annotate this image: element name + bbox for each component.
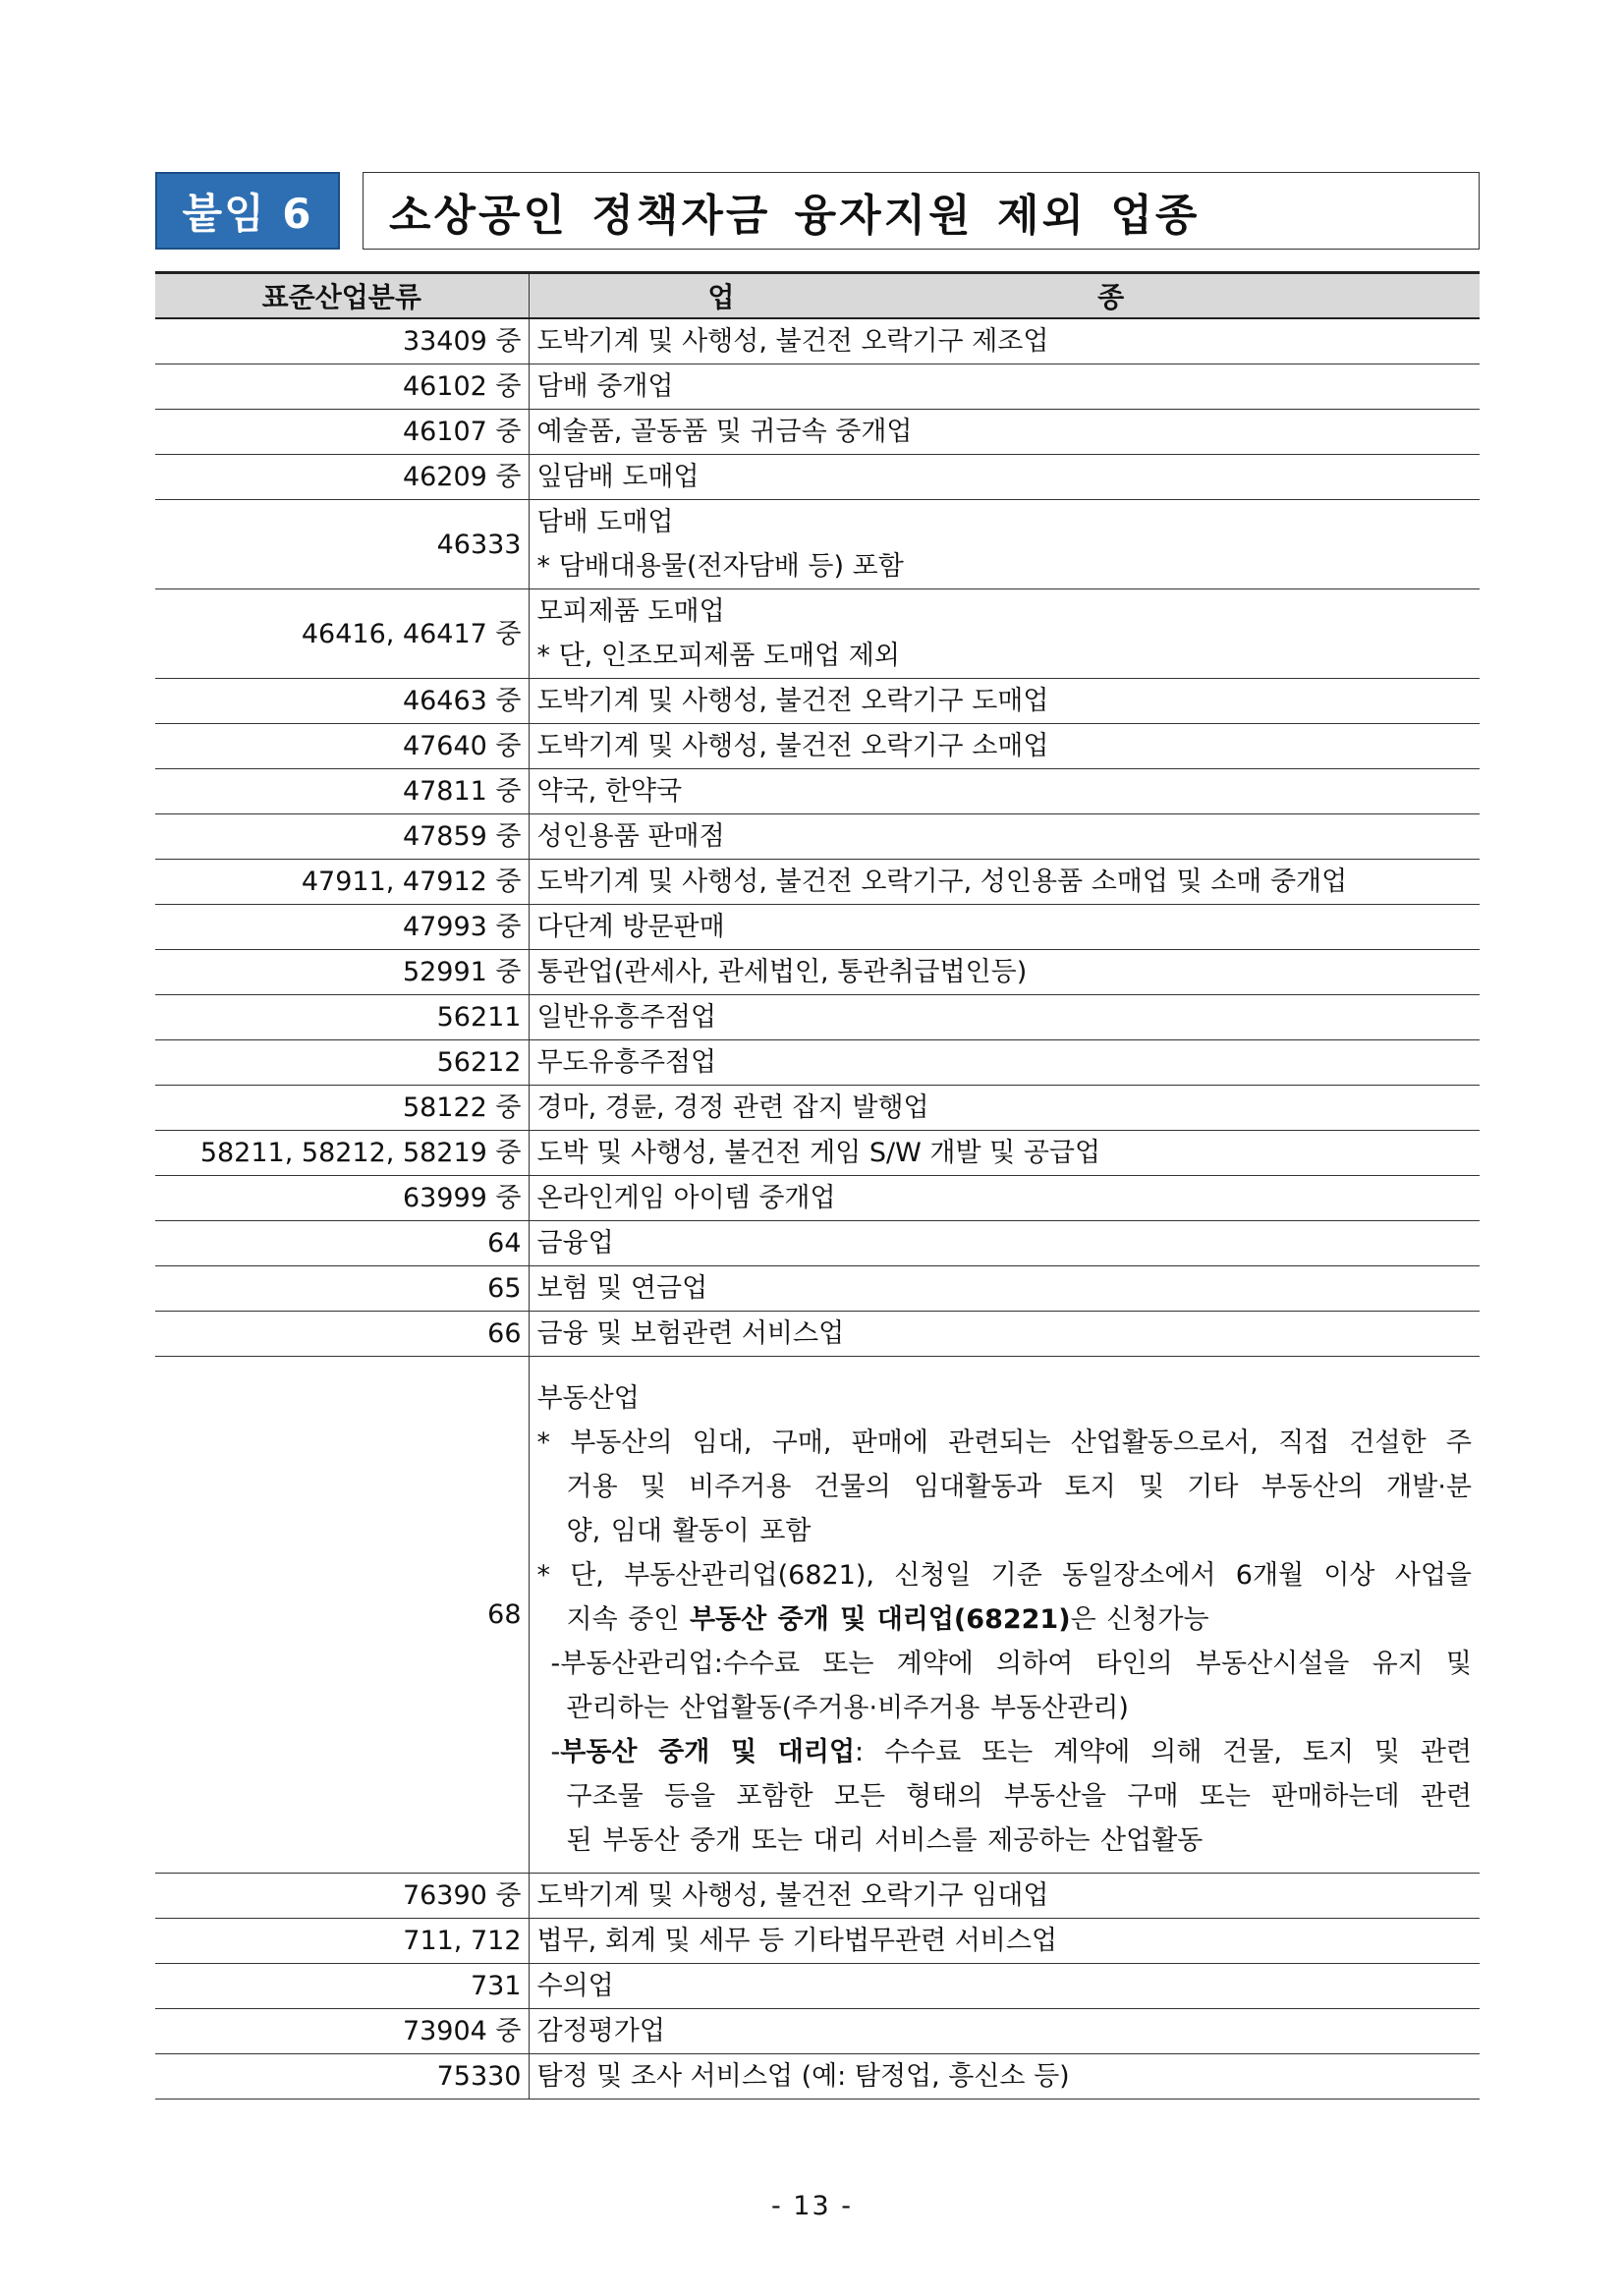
industry-name [529, 679, 1480, 724]
note-line: 양, 임대 활동이 포함 [566, 1516, 812, 1546]
industry-line: 탐정 및 조사 서비스업 (예: 탐정업, 흥신소 등) [536, 2061, 1070, 2092]
industry-name [529, 1964, 1480, 2009]
industry-name [529, 589, 1480, 679]
industry-name [529, 1040, 1480, 1086]
table-row [155, 318, 1480, 364]
industry-code: 731 [155, 1964, 529, 2009]
industry-name [529, 995, 1480, 1040]
industry-code: 76390 중 [155, 1874, 529, 1919]
table-row [155, 905, 1480, 950]
table-body [155, 1874, 1480, 2100]
attachment-badge: 붙임 6 [155, 172, 340, 250]
industry-code: 46416, 46417 중 [155, 589, 529, 679]
industry-line: 잎담배 도매업 [536, 462, 700, 492]
table-row [155, 1874, 1480, 1919]
note-line: 거용 및 비주거용 건물의 임대활동과 토지 및 기타 부동산의 개발·분 [566, 1472, 1472, 1502]
industry-line: 수의업 [536, 1971, 614, 2001]
realestate-title: 부동산업 [536, 1383, 640, 1414]
note-line: 구조물 등을 포함한 모든 형태의 부동산을 구매 또는 판매하는데 관련 [566, 1781, 1472, 1812]
table-row [155, 1086, 1480, 1131]
industry-code: 46209 중 [155, 455, 529, 500]
table-row [155, 2009, 1480, 2054]
industry-code: 68 [155, 1357, 529, 1874]
industry-code: 58122 중 [155, 1086, 529, 1131]
industry-line: 법무, 회계 및 세무 등 기타법무관련 서비스업 [536, 1926, 1058, 1956]
table-row [155, 1312, 1480, 1357]
industry-line: 금융업 [536, 1228, 614, 1259]
note-line: 된 부동산 중개 또는 대리 서비스를 제공하는 산업활동 [566, 1825, 1204, 1856]
industry-name [529, 318, 1480, 364]
industry-code: 56212 [155, 1040, 529, 1086]
table-row [155, 589, 1480, 679]
industry-name [529, 724, 1480, 769]
industry-name [529, 1312, 1480, 1357]
industry-code: 47859 중 [155, 814, 529, 860]
column-header-classification: 표준산업분류 [155, 273, 529, 319]
industry-line: 담배 도매업 [536, 507, 674, 537]
table-row [155, 1040, 1480, 1086]
note-line: 지속 중인 부동산 중개 및 대리업(68221)은 신청가능 [566, 1604, 1209, 1635]
industry-code: 63999 중 [155, 1176, 529, 1221]
industry-code: 47811 중 [155, 769, 529, 814]
excluded-industries-table [155, 271, 1480, 2100]
industry-line: 무도유흥주점업 [536, 1047, 717, 1078]
industry-code: 58211, 58212, 58219 중 [155, 1131, 529, 1176]
industry-name [529, 1176, 1480, 1221]
industry-code: 64 [155, 1221, 529, 1266]
industry-code: 56211 [155, 995, 529, 1040]
industry-line: 모피제품 도매업 [536, 596, 725, 627]
industry-line: 담배 중개업 [536, 371, 674, 402]
industry-name [529, 1086, 1480, 1131]
column-header-industry: 업 종 [529, 273, 1480, 319]
industry-name [529, 905, 1480, 950]
table-body [155, 318, 1480, 1357]
industry-code: 46102 중 [155, 364, 529, 410]
industry-line: 통관업(관세사, 관세법인, 통관취급법인등) [536, 957, 1028, 987]
industry-code: 47640 중 [155, 724, 529, 769]
table-row [155, 1131, 1480, 1176]
industry-line: 예술품, 골동품 및 귀금속 중개업 [536, 417, 913, 447]
table-row [155, 1266, 1480, 1312]
industry-line: 금융 및 보험관련 서비스업 [536, 1318, 845, 1349]
industry-code: 47993 중 [155, 905, 529, 950]
industry-name [529, 1919, 1480, 1964]
industry-name [529, 1266, 1480, 1312]
industry-line: 도박기계 및 사행성, 불건전 오락기구 제조업 [536, 326, 1049, 357]
industry-code: 66 [155, 1312, 529, 1357]
realestate-section [155, 1357, 1480, 1874]
industry-code: 73904 중 [155, 2009, 529, 2054]
table-row [155, 1357, 1480, 1874]
table-row [155, 1176, 1480, 1221]
industry-code: 33409 중 [155, 318, 529, 364]
industry-line: 감정평가업 [536, 2016, 665, 2046]
industry-code: 47911, 47912 중 [155, 860, 529, 905]
industry-line: 도박기계 및 사행성, 불건전 오락기구 소매업 [536, 731, 1049, 761]
industry-name [529, 1221, 1480, 1266]
industry-line: 온라인게임 아이템 중개업 [536, 1183, 836, 1213]
table-row [155, 950, 1480, 995]
industry-code: 52991 중 [155, 950, 529, 995]
industry-name [529, 2054, 1480, 2100]
industry-name [529, 950, 1480, 995]
page-number: - 13 - [770, 2191, 853, 2221]
table-row [155, 1964, 1480, 2009]
table-row [155, 679, 1480, 724]
page-header [155, 172, 1480, 250]
industry-line: 약국, 한약국 [536, 776, 683, 807]
table-row [155, 1221, 1480, 1266]
industry-code: 711, 712 [155, 1919, 529, 1964]
industry-name [529, 455, 1480, 500]
industry-line: * 단, 인조모피제품 도매업 제외 [536, 641, 900, 671]
table-row [155, 724, 1480, 769]
industry-line: 도박기계 및 사행성, 불건전 오락기구 도매업 [536, 686, 1049, 716]
industry-name [529, 814, 1480, 860]
industry-line: * 담배대용물(전자담배 등) 포함 [536, 551, 904, 582]
industry-name [529, 1357, 1480, 1874]
industry-code: 46463 중 [155, 679, 529, 724]
industry-name [529, 500, 1480, 589]
industry-name [529, 860, 1480, 905]
industry-code: 75330 [155, 2054, 529, 2100]
industry-line: 성인용품 판매점 [536, 821, 725, 852]
page-title: 소상공인 정책자금 융자지원 제외 업종 [363, 172, 1480, 250]
industry-name [529, 769, 1480, 814]
industry-name [529, 1874, 1480, 1919]
industry-line: 도박기계 및 사행성, 불건전 오락기구 임대업 [536, 1880, 1049, 1911]
industry-line: 도박기계 및 사행성, 불건전 오락기구, 성인용품 소매업 및 소매 중개업 [536, 867, 1348, 897]
industry-line: 경마, 경륜, 경정 관련 잡지 발행업 [536, 1092, 929, 1123]
industry-name [529, 2009, 1480, 2054]
table-row [155, 860, 1480, 905]
industry-name [529, 410, 1480, 455]
industry-name [529, 1131, 1480, 1176]
note-line: * 부동산의 임대, 구매, 판매에 관련되는 산업활동으로서, 직접 건설한 주 [536, 1428, 1472, 1458]
note-line: -부동산 중개 및 대리업: 수수료 또는 계약에 의해 건물, 토지 및 관련 [550, 1737, 1473, 1767]
table-row [155, 814, 1480, 860]
table-row [155, 410, 1480, 455]
table-row [155, 2054, 1480, 2100]
table-row [155, 500, 1480, 589]
industry-line: 일반유흥주점업 [536, 1002, 717, 1033]
industry-name [529, 364, 1480, 410]
table-row [155, 769, 1480, 814]
industry-line: 다단계 방문판매 [536, 912, 725, 942]
industry-line: 보험 및 연금업 [536, 1273, 708, 1304]
table-row [155, 1919, 1480, 1964]
note-line: * 단, 부동산관리업(6821), 신청일 기준 동일장소에서 6개월 이상 사업을 [536, 1560, 1472, 1591]
table-row [155, 455, 1480, 500]
industry-line: 도박 및 사행성, 불건전 게임 S/W 개발 및 공급업 [536, 1138, 1101, 1168]
note-line: -부동산관리업:수수료 또는 계약에 의하여 타인의 부동산시설을 유지 및 [550, 1649, 1472, 1679]
industry-code: 46333 [155, 500, 529, 589]
note-line: 관리하는 산업활동(주거용·비주거용 부동산관리) [566, 1693, 1129, 1723]
table-row [155, 995, 1480, 1040]
table-header-row [155, 273, 1480, 319]
industry-code: 46107 중 [155, 410, 529, 455]
industry-code: 65 [155, 1266, 529, 1312]
table-row [155, 364, 1480, 410]
